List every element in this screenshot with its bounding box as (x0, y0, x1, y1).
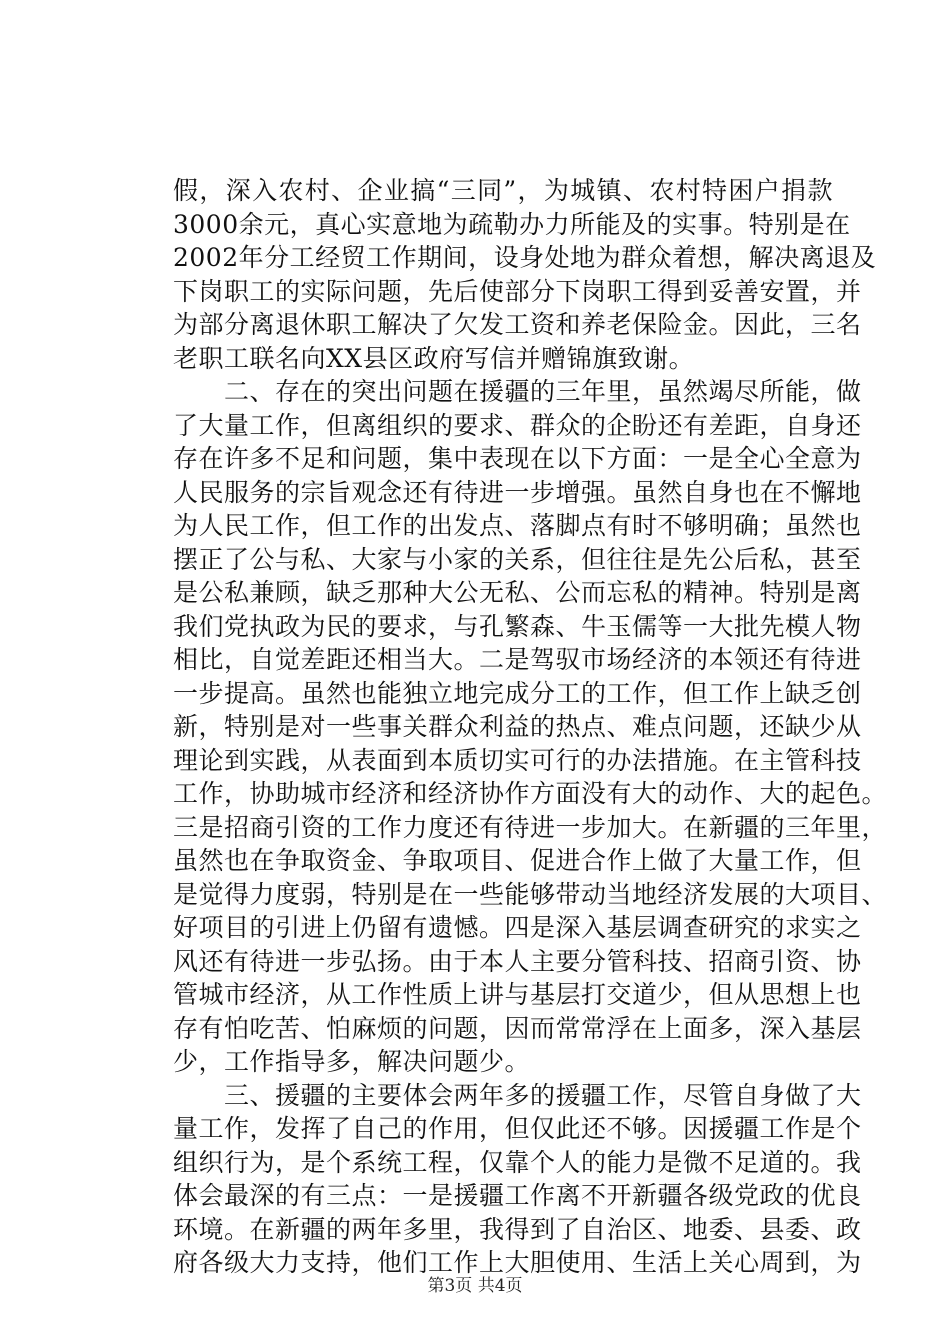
text-line: 工作，协助城市经济和经济协作方面没有大的动作、大的起色。 (173, 779, 888, 808)
text-line: 府各级大力支持，他们工作上大胆使用、生活上关心周到，为 (173, 1248, 862, 1277)
text-line: 存有怕吃苦、怕麻烦的问题，因而常常浮在上面多，深入基层 (173, 1013, 862, 1043)
text-line: 理论到实践，从表面到本质切实可行的办法措施。在主管科技 (173, 745, 862, 775)
text-line: 是觉得力度弱，特别是在一些能够带动当地经济发展的大项目、 (173, 879, 888, 909)
text-line: 假，深入农村、企业搞“三同”，为城镇、农村特困户捐款 (173, 176, 833, 205)
text-line: 我们党执政为民的要求，与孔繁森、牛玉儒等一大批先模人物 (173, 611, 862, 641)
text-line: 存在许多不足和问题，集中表现在以下方面：一是全心全意为 (173, 444, 862, 473)
page-footer: 第3页 共4页 (427, 1276, 523, 1296)
text-line: 风还有待进一步弘扬。由于本人主要分管科技、招商引资、协 (173, 946, 862, 976)
text-line: 好项目的引进上仍留有遗憾。四是深入基层调查研究的求实之 (173, 913, 862, 942)
text-line: 摆正了公与私、大家与小家的关系，但往往是先公后私，甚至 (173, 544, 862, 574)
text-line: 了大量工作，但离组织的要求、群众的企盼还有差距，自身还 (173, 410, 862, 440)
text-line: 二、存在的突出问题在援疆的三年里，虽然竭尽所能，做 (173, 377, 862, 406)
text-line: 虽然也在争取资金、争取项目、促进合作上做了大量工作，但 (173, 846, 862, 875)
text-line: 为部分离退休职工解决了欠发工资和养老保险金。因此，三名 (173, 310, 862, 339)
text-line: 下岗职工的实际问题，先后使部分下岗职工得到妥善安置，并 (173, 276, 862, 306)
text-line: 为人民工作，但工作的出发点、落脚点有时不够明确；虽然也 (173, 511, 862, 540)
text-line: 少，工作指导多，解决问题少。 (173, 1047, 531, 1076)
text-line: 组织行为，是个系统工程，仅靠个人的能力是微不足道的。我 (173, 1147, 862, 1177)
text-line: 是公私兼顾，缺乏那种大公无私、公而忘私的精神。特别是离 (173, 578, 862, 607)
text-line: 环境。在新疆的两年多里，我得到了自治区、地委、县委、政 (173, 1214, 862, 1244)
text-line: 量工作，发挥了自己的作用，但仅此还不够。因援疆工作是个 (173, 1114, 862, 1143)
text-line: 老职工联名向XX县区政府写信并赠锦旗致谢。 (173, 343, 695, 373)
text-line: 新，特别是对一些事关群众利益的热点、难点问题，还缺少从 (173, 712, 862, 741)
text-line: 管城市经济，从工作性质上讲与基层打交道少，但从思想上也 (173, 980, 862, 1009)
text-line: 2002年分工经贸工作期间，设身处地为群众着想，解决离退及 (173, 243, 877, 272)
text-line: 相比，自觉差距还相当大。二是驾驭市场经济的本领还有待进 (173, 645, 862, 674)
text-line: 人民服务的宗旨观念还有待进一步增强。虽然自身也在不懈地 (173, 477, 862, 507)
text-line: 一步提高。虽然也能独立地完成分工的工作，但工作上缺乏创 (173, 678, 862, 708)
text-line: 三是招商引资的工作力度还有待进一步加大。在新疆的三年里， (173, 812, 888, 842)
text-line: 3000余元，真心实意地为疏勒办力所能及的实事。特别是在 (173, 209, 851, 239)
text-line: 三、援疆的主要体会两年多的援疆工作，尽管自身做了大 (173, 1080, 862, 1110)
document-body (173, 174, 888, 1280)
text-line: 体会最深的有三点：一是援疆工作离不开新疆各级党政的优良 (173, 1181, 862, 1210)
